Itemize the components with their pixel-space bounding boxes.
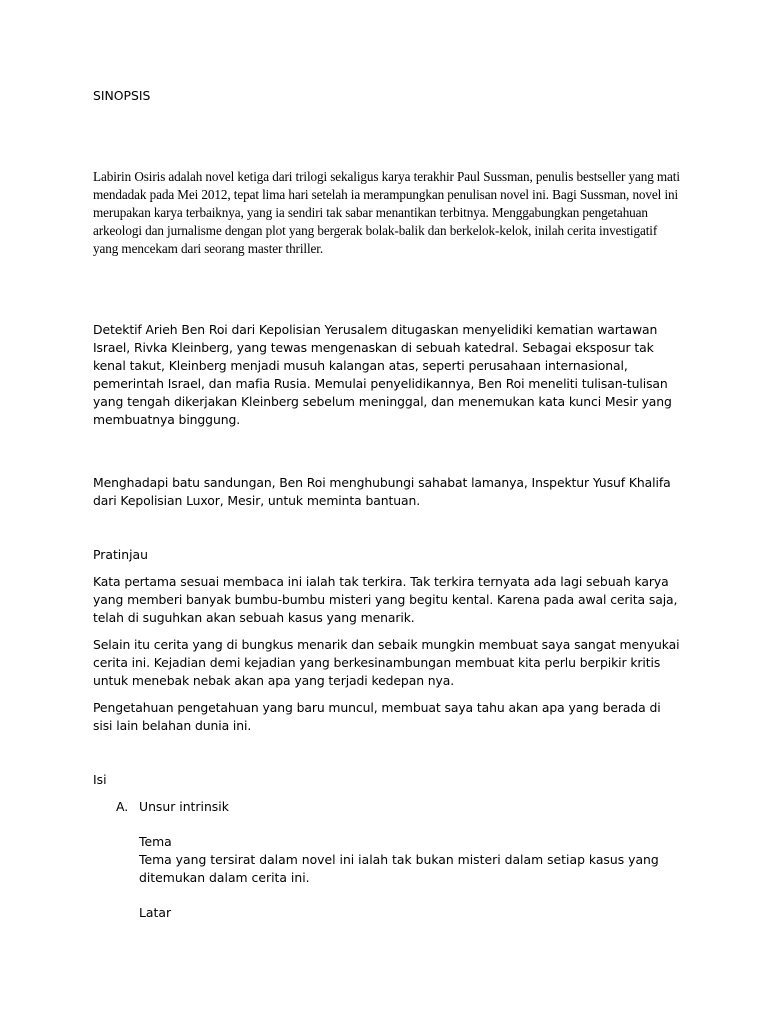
synopsis-paragraph-2: Detektif Arieh Ben Roi dari Kepolisian Yerusalem ditugaskan menyelidiki kematian wartawan Israel, Rivka Kleinberg, yang tewas mengenaskan di sebuah katedral. Sebagai eksposur tak kenal takut, Kleinberg menjadi musuh kalangan atas, seperti perusahaan internasional, pemerintah Israel, dan mafia Rusia. Memulai penyelidikannya, Ben Roi meneliti tulisan-tulisan yang tengah dikerjakan Kleinberg sebelum meninggal, dan menemukan kata kunci Mesir yang membuatnya binggung. <box>93 322 672 427</box>
document-page <box>93 0 683 1024</box>
synopsis-paragraph-1: Labirin Osiris adalah novel ketiga dari trilogi sekaligus karya terakhir Paul Sussman, penulis bestseller yang mati mendadak pada Mei 2012, tepat lima hari setelah ia merampungkan penulisan novel ini. Bagi Sussman, novel ini merupakan karya terbaiknya, yang ia sendiri tak sabar menantikan terbitnya. Menggabungkan pengetahuan arkeologi dan jurnalisme dengan plot yang bergerak bolak-balik dan berkelok-kelok, inilah cerita investigatif yang mencekam dari seorang master thriller. <box>93 169 680 256</box>
latar-heading: Latar <box>139 905 172 920</box>
preview-paragraph-3: Pengetahuan pengetahuan yang baru muncul, membuat saya tahu akan apa yang berada di sisi lain belahan dunia ini. <box>93 700 661 733</box>
sinopsis-heading: SINOPSIS <box>93 88 151 103</box>
preview-paragraph-1: Kata pertama sesuai membaca ini ialah tak terkira. Tak terkira ternyata ada lagi sebuah karya yang memberi banyak bumbu-bumbu misteri yang begitu kental. Karena pada awal cerita saja, telah di suguhkan akan sebuah kasus yang menarik. <box>93 574 678 625</box>
tema-heading: Tema <box>139 834 172 849</box>
unsur-intrinsik-heading: Unsur intrinsik <box>139 799 229 814</box>
preview-paragraph-2: Selain itu cerita yang di bungkus menarik dan sebaik mungkin membuat saya sangat menyukai cerita ini. Kejadian demi kejadian yang berkesinambungan membuat kita perlu berpikir kritis untuk menebak nebak akan apa yang terjadi kedepan nya. <box>93 637 680 688</box>
list-marker: A. <box>116 799 129 814</box>
synopsis-paragraph-3: Menghadapi batu sandungan, Ben Roi menghubungi sahabat lamanya, Inspektur Yusuf Khalifa dari Kepolisian Luxor, Mesir, untuk meminta bantuan. <box>93 475 671 508</box>
pratinjau-heading: Pratinjau <box>93 547 148 562</box>
isi-heading: Isi <box>93 772 107 787</box>
tema-paragraph: Tema yang tersirat dalam novel ini ialah tak bukan misteri dalam setiap kasus yang ditemukan dalam cerita ini. <box>139 852 659 885</box>
